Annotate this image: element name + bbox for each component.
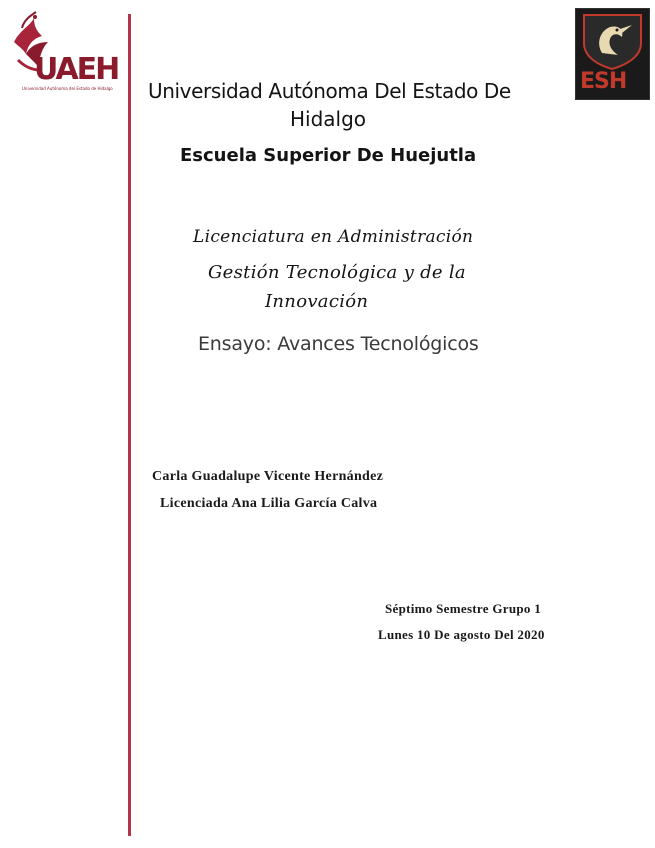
essay-title: Ensayo: Avances Tecnológicos: [198, 333, 479, 355]
student-name: Carla Guadalupe Vicente Hernández: [152, 469, 384, 484]
subject-title-line2: Innovación: [265, 291, 369, 312]
uaeh-logo: [4, 8, 124, 94]
teacher-name: Licenciada Ana Lilia García Calva: [160, 496, 378, 511]
semester-group: Séptimo Semestre Grupo 1: [385, 601, 542, 616]
submission-date: Lunes 10 De agosto Del 2020: [378, 627, 545, 642]
margin-line: [128, 14, 131, 836]
esh-logo-text: ESH: [580, 69, 627, 94]
university-name-line2: Hidalgo: [290, 107, 367, 131]
university-name-line1: Universidad Autónoma Del Estado De: [148, 79, 511, 103]
uaeh-logo-caption: Universidad Autónoma del Estado de Hidalgo: [22, 86, 113, 91]
school-name: Escuela Superior De Huejutla: [180, 145, 477, 166]
esh-logo: [575, 8, 650, 100]
esh-shield-icon: [576, 9, 649, 71]
degree-title: Licenciatura en Administración: [193, 227, 474, 247]
subject-title-line1: Gestión Tecnológica y de la: [208, 262, 466, 283]
uaeh-logo-text: UAEH: [34, 52, 119, 87]
